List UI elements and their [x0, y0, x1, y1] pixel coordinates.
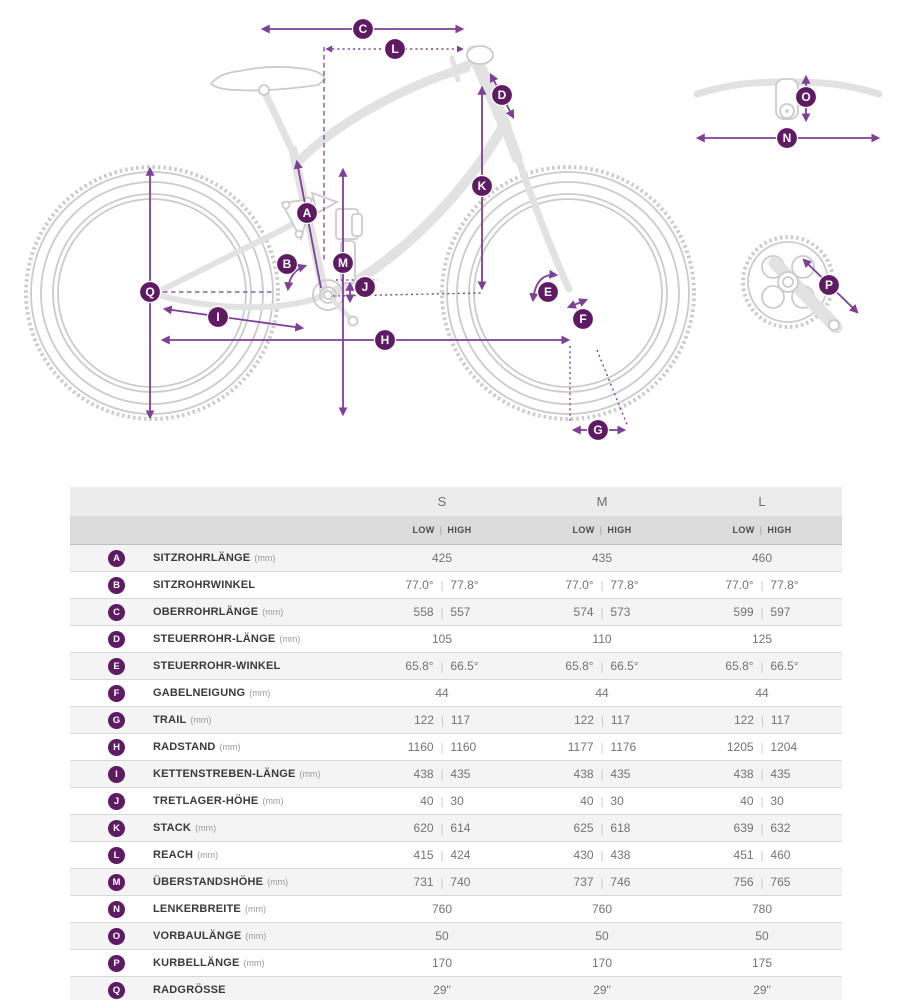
bike-geometry-diagram — [0, 0, 911, 480]
svg-text:F: F — [579, 312, 587, 326]
row-label: SITZROHRLÄNGE — [153, 552, 251, 564]
row-letter-badge: Q — [108, 982, 125, 999]
size-header-row — [70, 487, 842, 516]
row-unit: (mm) — [299, 769, 321, 779]
value-cell-l: 1205 | 1204 — [682, 734, 842, 761]
row-unit: (mm) — [195, 823, 217, 833]
dim-I-chainstay — [165, 309, 302, 328]
value-cell-s: 29" — [362, 977, 522, 1000]
table-row — [70, 842, 842, 869]
value-cell-s: 50 — [362, 923, 522, 950]
row-label: ÜBERSTANDSHÖHE — [153, 876, 264, 888]
row-letter-badge: C — [108, 604, 125, 621]
svg-text:J: J — [361, 280, 369, 294]
svg-text:L: L — [391, 42, 399, 56]
svg-text:A: A — [302, 206, 312, 220]
svg-text:K: K — [477, 179, 487, 193]
row-letter-badge: O — [108, 928, 125, 945]
value-cell-m: 44 — [522, 680, 682, 707]
value-cell-s: 558 | 557 — [362, 599, 522, 626]
svg-text:C: C — [358, 22, 368, 36]
row-label: RADSTAND — [153, 741, 216, 753]
value-cell-s: 122 | 117 — [362, 707, 522, 734]
value-cell-l: 599 | 597 — [682, 599, 842, 626]
diagram-badge-B — [277, 254, 298, 275]
svg-text:B: B — [282, 257, 292, 271]
diagram-badge-I — [208, 307, 229, 328]
table-row — [70, 572, 842, 599]
value-cell-s: 760 — [362, 896, 522, 923]
svg-text:D: D — [497, 88, 507, 102]
value-cell-l: 44 — [682, 680, 842, 707]
value-cell-m: 760 — [522, 896, 682, 923]
value-cell-m: 65.8° | 66.5° — [522, 653, 682, 680]
diagram-badge-G — [588, 420, 609, 441]
row-letter-badge: D — [108, 631, 125, 648]
row-label: KURBELLÄNGE — [153, 957, 240, 969]
table-row — [70, 896, 842, 923]
table-row — [70, 977, 842, 1000]
svg-text:E: E — [543, 285, 553, 299]
value-cell-l: 438 | 435 — [682, 761, 842, 788]
value-cell-s: 731 | 740 — [362, 869, 522, 896]
row-label: SITZROHRWINKEL — [153, 579, 256, 591]
row-unit: (mm) — [279, 634, 301, 644]
table-row — [70, 923, 842, 950]
table-row — [70, 653, 842, 680]
row-letter-badge: F — [108, 685, 125, 702]
value-cell-s: 620 | 614 — [362, 815, 522, 842]
size-header-empty — [70, 487, 362, 516]
value-cell-m: 430 | 438 — [522, 842, 682, 869]
value-cell-l: 29" — [682, 977, 842, 1000]
row-label: REACH — [153, 849, 194, 861]
diagram-badge-L — [385, 39, 406, 60]
table-row — [70, 950, 842, 977]
row-letter-badge: L — [108, 847, 125, 864]
row-label: KETTENSTREBEN-LÄNGE — [153, 768, 296, 780]
value-cell-l: 460 — [682, 545, 842, 572]
ref-bb-dotted — [333, 293, 481, 296]
value-cell-l: 125 — [682, 626, 842, 653]
row-unit: (mm) — [262, 796, 284, 806]
value-cell-s: 425 — [362, 545, 522, 572]
size-header-l: L — [682, 487, 842, 516]
diagram-badge-D — [492, 85, 513, 106]
value-cell-l: 175 — [682, 950, 842, 977]
value-cell-l: 780 — [682, 896, 842, 923]
value-cell-l: 65.8° | 66.5° — [682, 653, 842, 680]
handlebar-inset-art — [697, 79, 879, 119]
value-cell-s: 65.8° | 66.5° — [362, 653, 522, 680]
table-row — [70, 761, 842, 788]
value-cell-s: 1160 | 1160 — [362, 734, 522, 761]
value-cell-m: 77.0° | 77.8° — [522, 572, 682, 599]
value-cell-s: 438 | 435 — [362, 761, 522, 788]
table-row — [70, 626, 842, 653]
diagram-badge-J — [355, 277, 376, 298]
geometry-table-body — [70, 545, 842, 1000]
row-letter-badge: I — [108, 766, 125, 783]
row-unit: (mm) — [262, 607, 284, 617]
table-row — [70, 707, 842, 734]
row-letter-badge: G — [108, 712, 125, 729]
diagram-badge-F — [573, 309, 594, 330]
lowhigh-header-s: LOW | HIGH — [362, 516, 522, 545]
row-letter-badge: H — [108, 739, 125, 756]
dim-F-forkoffset — [569, 300, 586, 307]
value-cell-l: 50 — [682, 923, 842, 950]
table-row — [70, 869, 842, 896]
value-cell-s: 170 — [362, 950, 522, 977]
row-label: TRETLAGER-HÖHE — [153, 795, 259, 807]
diagram-badge-M — [333, 253, 354, 274]
row-label: STACK — [153, 822, 192, 834]
value-cell-l: 756 | 765 — [682, 869, 842, 896]
value-cell-m: 438 | 435 — [522, 761, 682, 788]
row-label: GABELNEIGUNG — [153, 687, 246, 699]
row-label: RADGRÖSSE — [153, 984, 226, 996]
row-letter-badge: P — [108, 955, 125, 972]
diagram-badge-E — [538, 282, 559, 303]
row-label: VORBAULÄNGE — [153, 930, 242, 942]
row-letter-badge: A — [108, 550, 125, 567]
value-cell-m: 1177 | 1176 — [522, 734, 682, 761]
row-letter-badge: K — [108, 820, 125, 837]
size-header-s: S — [362, 487, 522, 516]
value-cell-m: 122 | 117 — [522, 707, 682, 734]
row-unit: (mm) — [190, 715, 212, 725]
lowhigh-header-row — [70, 516, 842, 545]
diagram-badge-C — [353, 19, 374, 40]
table-row — [70, 734, 842, 761]
row-letter-badge: M — [108, 874, 125, 891]
svg-text:O: O — [801, 90, 811, 104]
value-cell-m: 110 — [522, 626, 682, 653]
row-label: TRAIL — [153, 714, 187, 726]
diagram-badge-P — [819, 275, 840, 296]
lowhigh-header-m: LOW | HIGH — [522, 516, 682, 545]
table-row — [70, 599, 842, 626]
value-cell-l: 639 | 632 — [682, 815, 842, 842]
diagram-badge-N — [777, 128, 798, 149]
value-cell-m: 574 | 573 — [522, 599, 682, 626]
value-cell-s: 77.0° | 77.8° — [362, 572, 522, 599]
value-cell-s: 105 — [362, 626, 522, 653]
value-cell-l: 40 | 30 — [682, 788, 842, 815]
diagram-badge-H — [375, 330, 396, 351]
row-unit: (mm) — [267, 877, 289, 887]
row-letter-badge: B — [108, 577, 125, 594]
row-unit: (mm) — [254, 553, 276, 563]
diagram-badge-A — [297, 203, 318, 224]
row-label: LENKERBREITE — [153, 903, 241, 915]
diagram-badge-O — [796, 87, 817, 108]
svg-text:N: N — [782, 131, 792, 145]
value-cell-m: 50 — [522, 923, 682, 950]
svg-text:Q: Q — [145, 285, 155, 299]
value-cell-s: 415 | 424 — [362, 842, 522, 869]
size-header-m: M — [522, 487, 682, 516]
value-cell-m: 435 — [522, 545, 682, 572]
table-row — [70, 788, 842, 815]
value-cell-l: 77.0° | 77.8° — [682, 572, 842, 599]
svg-text:G: G — [593, 423, 603, 437]
value-cell-m: 40 | 30 — [522, 788, 682, 815]
svg-text:H: H — [380, 333, 390, 347]
row-unit: (mm) — [245, 931, 267, 941]
value-cell-m: 170 — [522, 950, 682, 977]
geometry-table — [70, 487, 842, 1000]
value-cell-m: 737 | 746 — [522, 869, 682, 896]
lowhigh-header-l: LOW | HIGH — [682, 516, 842, 545]
diagram-badge-Q — [140, 282, 161, 303]
row-letter-badge: J — [108, 793, 125, 810]
svg-text:I: I — [216, 310, 220, 324]
value-cell-l: 122 | 117 — [682, 707, 842, 734]
table-row — [70, 680, 842, 707]
diagram-badge-K — [472, 176, 493, 197]
row-label: OBERROHRLÄNGE — [153, 606, 259, 618]
table-row — [70, 815, 842, 842]
svg-text:P: P — [824, 278, 834, 292]
row-label: STEUERROHR-WINKEL — [153, 660, 281, 672]
value-cell-l: 451 | 460 — [682, 842, 842, 869]
table-row — [70, 545, 842, 572]
row-unit: (mm) — [197, 850, 219, 860]
row-letter-badge: N — [108, 901, 125, 918]
row-label: STEUERROHR-LÄNGE — [153, 633, 276, 645]
row-unit: (mm) — [249, 688, 271, 698]
value-cell-m: 625 | 618 — [522, 815, 682, 842]
row-unit: (mm) — [244, 904, 266, 914]
value-cell-s: 40 | 30 — [362, 788, 522, 815]
row-unit: (mm) — [243, 958, 265, 968]
row-letter-badge: E — [108, 658, 125, 675]
svg-text:M: M — [338, 256, 348, 270]
row-unit: (mm) — [219, 742, 241, 752]
value-cell-s: 44 — [362, 680, 522, 707]
value-cell-m: 29" — [522, 977, 682, 1000]
